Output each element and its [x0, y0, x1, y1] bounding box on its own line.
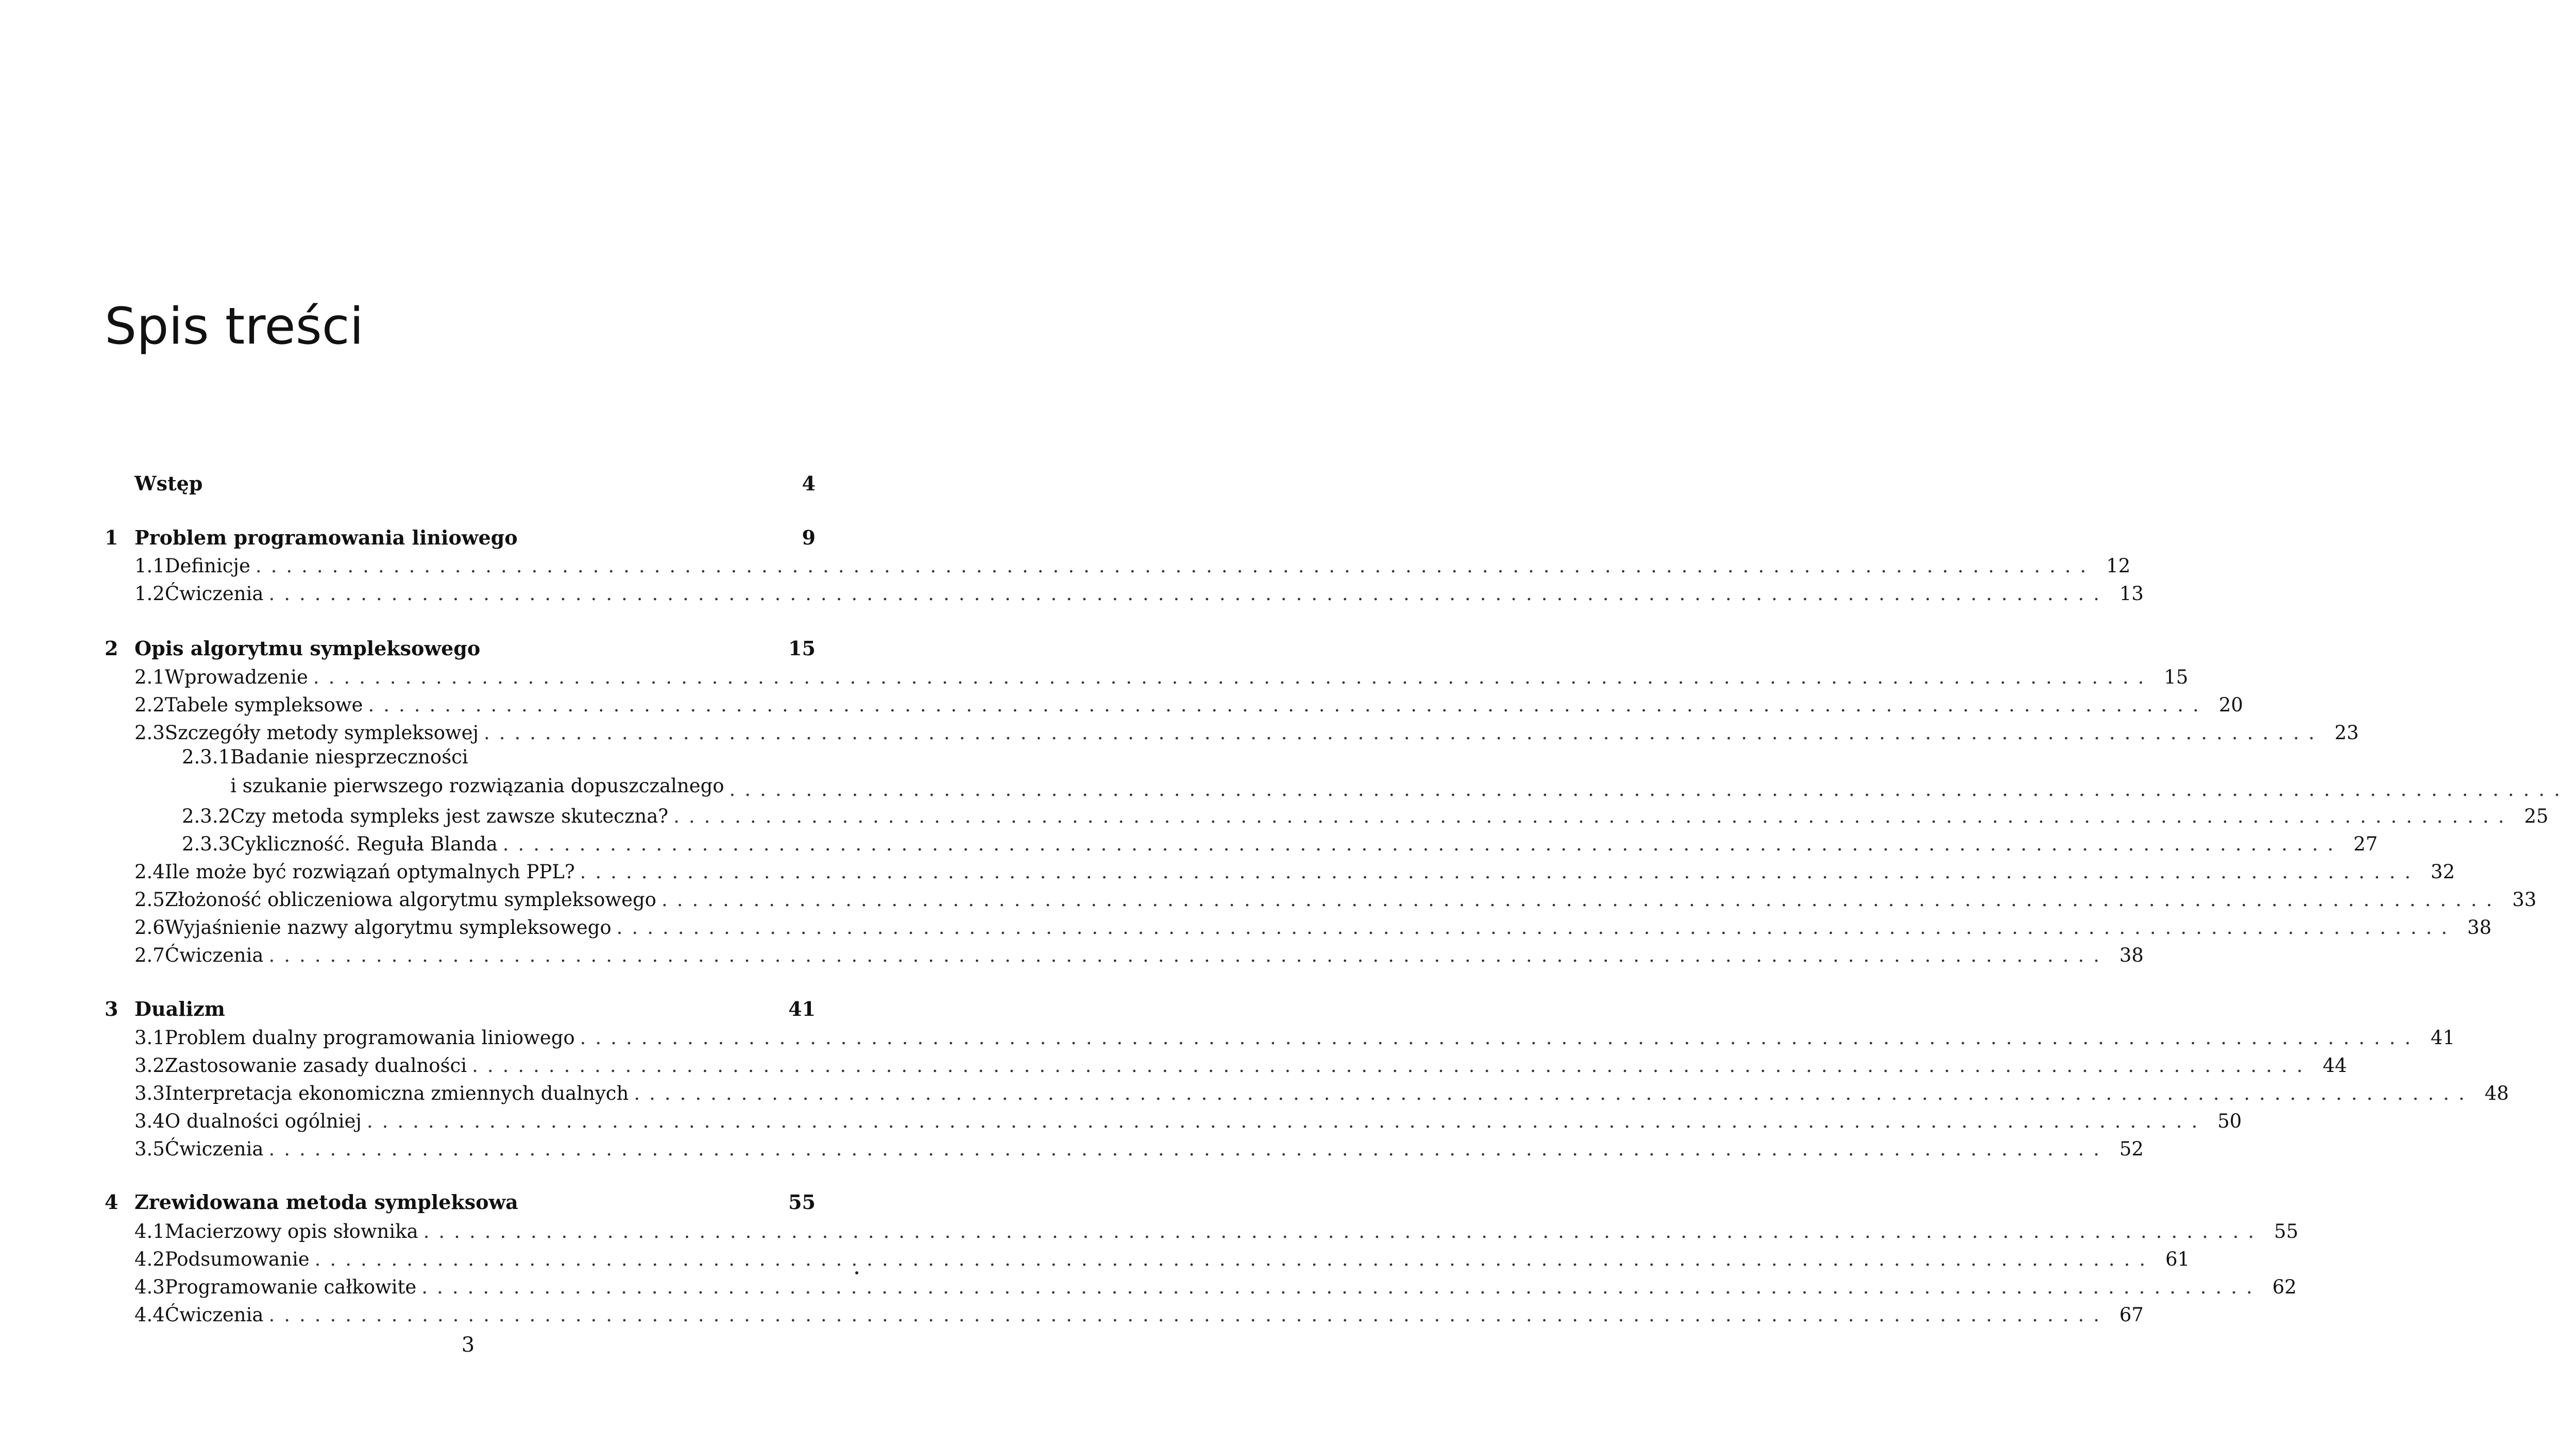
toc-entry-number: 4.1	[134, 1220, 165, 1242]
toc-leader: ........................................................................................................................	[421, 1276, 2262, 1298]
toc-entry-page: 41	[788, 997, 816, 1020]
toc-entry-number: 4.4	[134, 1304, 165, 1326]
toc-entry-label: Definicje	[164, 555, 250, 577]
toc-entry-number: 2.2	[134, 694, 165, 716]
toc-entry-page: 9	[802, 526, 816, 549]
toc-entry	[105, 798, 2549, 827]
toc-entry	[105, 1131, 2144, 1160]
toc-entry-label: Ćwiczenia	[164, 1304, 264, 1326]
toc-entry-page: 41	[2430, 1027, 2455, 1049]
toc-entry-label: Problem dualny programowania liniowego	[164, 1027, 575, 1049]
toc-entry-label: Badanie niesprzeczności	[230, 746, 468, 768]
toc-entry-number: 2.3.1	[182, 746, 231, 768]
toc-leader: ........................................................................................................................	[268, 1304, 2109, 1326]
toc-entry-label: Programowanie całkowite	[164, 1276, 417, 1298]
toc-entry-label: Interpretacja ekonomiczna zmiennych dualnych	[164, 1082, 629, 1104]
toc-entry-page: 52	[2119, 1138, 2144, 1160]
toc-entry	[105, 938, 2144, 966]
toc-entry-number: 2.3.3	[182, 833, 231, 855]
toc-entry-page: 67	[2119, 1304, 2144, 1326]
toc-leader: ........................................................................................................................	[268, 944, 2109, 966]
toc-entry	[105, 466, 816, 495]
toc-entry	[105, 1269, 2297, 1298]
toc-entry-label: Wyjaśnienie nazwy algorytmu sympleksowego	[164, 916, 612, 939]
toc-entry	[105, 548, 2131, 577]
toc-entry	[105, 854, 2455, 883]
toc-entry	[105, 520, 816, 549]
toc-entry-number: 2.4	[134, 861, 165, 883]
toc-entry-page: 38	[2467, 916, 2492, 939]
toc-entry-page: 32	[2430, 861, 2455, 883]
toc-entry-label: Tabele sympleksowe	[164, 694, 363, 716]
toc-entry	[105, 992, 816, 1020]
toc-entry-number: 1.2	[134, 583, 165, 605]
page-title: Spis treści	[105, 297, 364, 356]
toc-entry-label: Złożoność obliczeniowa algorytmu sympleksowego	[164, 889, 656, 911]
toc-entry-page: 55	[788, 1190, 816, 1214]
toc-entry-number: 3.5	[134, 1138, 165, 1160]
toc-entry-page: 15	[788, 637, 816, 660]
toc-entry-label: Ćwiczenia	[164, 583, 264, 605]
toc-entry-label: Zastosowanie zasady dualności	[164, 1054, 467, 1077]
toc-leader: ........................................................................................................................	[661, 889, 2502, 911]
toc-entry-page: 23	[2334, 722, 2359, 744]
toc-leader: ........................................................................................................................	[634, 1082, 2474, 1104]
toc-entry-number: 1	[105, 526, 118, 549]
toc-leader: ........................................................................................................................	[255, 555, 2096, 577]
toc-entry	[105, 1297, 2144, 1326]
toc-leader: ........................................................................................................................	[484, 722, 2324, 744]
toc-leader: ........................................................................................................................	[368, 694, 2208, 716]
toc-entry-label: Szczegóły metody sympleksowej	[164, 722, 479, 744]
toc-entry-label: Cykliczność. Reguła Blanda	[230, 833, 498, 855]
toc-entry	[105, 826, 2378, 855]
toc-entry-label: Czy metoda sympleks jest zawsze skuteczna?	[230, 805, 669, 827]
toc-entry-number: 2	[105, 637, 118, 660]
toc-entry	[105, 1076, 2509, 1104]
toc-entry-page: 20	[2218, 694, 2243, 716]
toc-leader: ........................................................................................................................	[423, 1220, 2264, 1242]
toc-leader: ........................................................................................................................	[268, 583, 2109, 605]
page-number: 3	[461, 1333, 475, 1357]
toc-entry-number: 2.7	[134, 944, 165, 966]
toc-entry-label: Ile może być rozwiązań optymalnych PPL?	[164, 861, 575, 883]
toc-entry	[105, 1020, 2455, 1049]
toc-entry-label: Macierzowy opis słownika	[164, 1220, 418, 1242]
toc-entry-label: Problem programowania liniowego	[134, 526, 518, 549]
toc-entry-number: 3.4	[134, 1110, 165, 1132]
toc-leader: ........................................................................................................................	[580, 1027, 2420, 1049]
toc-leader: ........................................................................................................................	[472, 1054, 2312, 1077]
toc-entry-page: 38	[2119, 944, 2144, 966]
toc-entry-number: 3.3	[134, 1082, 165, 1104]
toc-entry	[105, 910, 2492, 939]
toc-entry-page: 55	[2274, 1220, 2299, 1242]
toc-entry	[105, 1214, 2299, 1242]
toc-entry	[105, 1103, 2242, 1132]
toc-entry-number: 3	[105, 997, 118, 1020]
toc-leader: ........................................................................................................................	[673, 805, 2514, 827]
toc-entry	[105, 659, 2189, 688]
toc-leader: ........................................................................................................................	[616, 916, 2457, 939]
toc-entry-number: 2.3	[134, 722, 165, 744]
toc-entry-label-continued: i szukanie pierwszego rozwiązania dopuszczalnego	[230, 775, 724, 797]
toc-entry-number: 4	[105, 1190, 118, 1214]
toc-entry-label: Podsumowanie	[164, 1248, 310, 1270]
toc-entry-page: 48	[2484, 1082, 2509, 1104]
toc-leader: ........................................................................................................................	[314, 1248, 2155, 1270]
toc-entry-page: 25	[2524, 805, 2549, 827]
toc-entry-label: O dualności ogólniej	[164, 1110, 362, 1132]
toc-leader: ........................................................................................................................	[502, 833, 2343, 855]
toc-entry-label: Ćwiczenia	[164, 1138, 264, 1160]
toc-entry-number: 4.3	[134, 1276, 165, 1298]
toc-leader: ........................................................................................................................	[268, 1138, 2109, 1160]
toc-leader: ........................................................................................................................	[729, 778, 2569, 800]
toc-entry-number: 4.2	[134, 1248, 165, 1270]
toc-entry	[105, 1241, 2190, 1270]
toc-entry-number: 2.6	[134, 916, 165, 939]
toc-entry-page: 4	[802, 472, 816, 495]
toc-entry-number: 2.1	[134, 666, 165, 688]
toc-entry-page: 61	[2165, 1248, 2190, 1270]
toc-entry-label: Dualizm	[134, 997, 225, 1020]
scan-speck	[855, 1271, 858, 1274]
toc-entry	[105, 1048, 2347, 1077]
toc-entry	[105, 715, 2359, 744]
toc-leader: ........................................................................................................................	[580, 861, 2420, 883]
toc-entry-label: Zrewidowana metoda sympleksowa	[134, 1190, 518, 1214]
toc-entry-page: 33	[2512, 889, 2537, 911]
toc-entry-page: 27	[2353, 833, 2378, 855]
toc-entry	[105, 1185, 816, 1214]
toc-entry-number: 2.5	[134, 889, 165, 911]
toc-entry	[105, 576, 2144, 605]
toc-entry	[105, 687, 2243, 716]
toc-entry-number: 3.1	[134, 1027, 165, 1049]
toc-entry	[105, 882, 2537, 911]
toc-entry-label: Opis algorytmu sympleksowego	[134, 637, 481, 660]
toc-entry	[105, 743, 2569, 800]
toc-entry-label: Wprowadzenie	[164, 666, 308, 688]
toc-entry-label: Ćwiczenia	[164, 944, 264, 966]
toc-entry	[105, 631, 816, 660]
toc-entry-number: 1.1	[134, 555, 165, 577]
toc-entry-page: 62	[2272, 1276, 2297, 1298]
toc-leader: ........................................................................................................................	[313, 666, 2154, 688]
toc-entry-page: 44	[2323, 1054, 2347, 1077]
toc-entry-number: 3.2	[134, 1054, 165, 1077]
toc-leader: ........................................................................................................................	[366, 1110, 2207, 1132]
toc-entry-page: 13	[2119, 583, 2144, 605]
toc-entry-page: 15	[2164, 666, 2189, 688]
toc-entry-number: 2.3.2	[182, 805, 231, 827]
toc-entry-label: Wstęp	[134, 472, 203, 495]
toc-entry-page: 12	[2106, 555, 2131, 577]
toc-entry-page: 50	[2217, 1110, 2242, 1132]
